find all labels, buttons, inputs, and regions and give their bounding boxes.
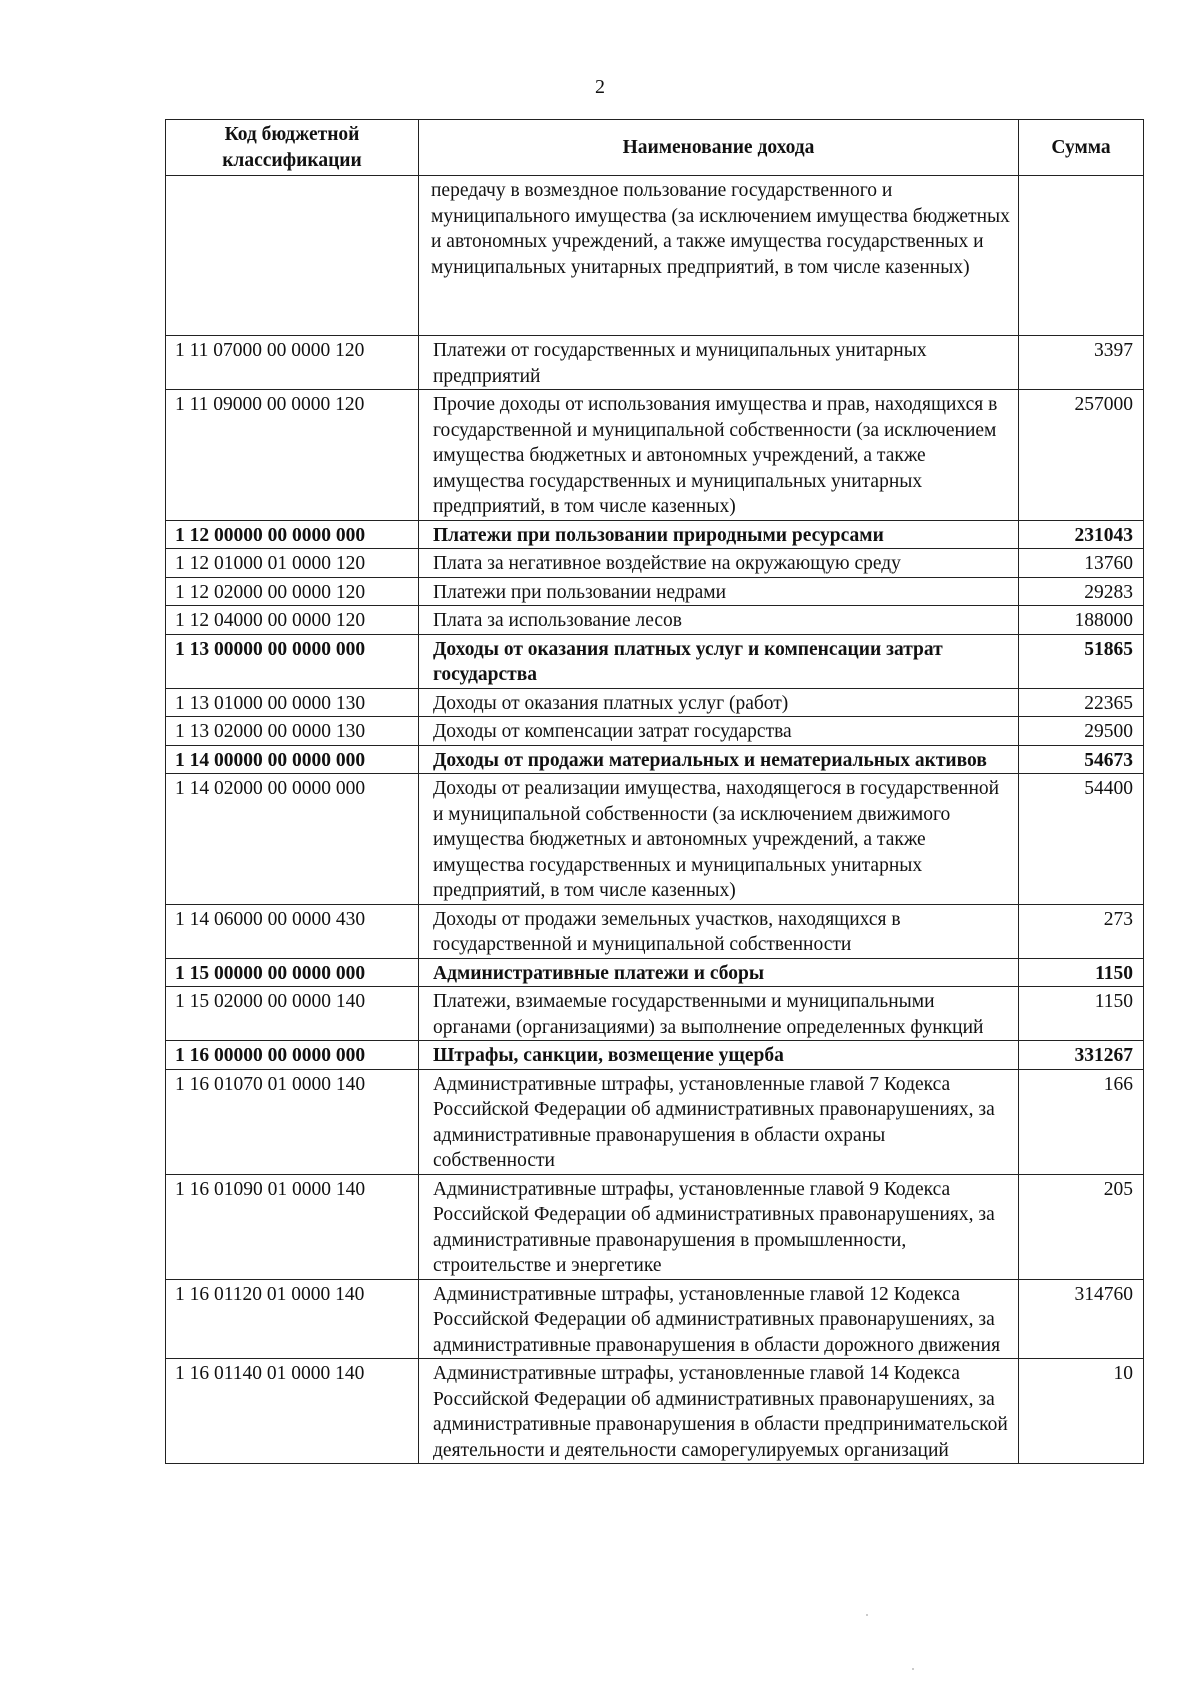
sum-cell: 314760: [1019, 1279, 1144, 1359]
code-cell: 1 13 01000 00 0000 130: [166, 688, 419, 717]
code-cell: 1 12 00000 00 0000 000: [166, 520, 419, 549]
table-row: [166, 774, 1144, 905]
sum-cell: 54400: [1019, 774, 1144, 905]
table-row: [166, 520, 1144, 549]
table-row: [166, 549, 1144, 578]
table-row: [166, 987, 1144, 1041]
code-cell: 1 16 01090 01 0000 140: [166, 1174, 419, 1279]
name-cell: Административные штрафы, установленные главой 7 Кодекса Российской Федерации об административных правонарушениях, за административные правонарушения в области охраны собственности: [419, 1069, 1019, 1174]
table-row: [166, 336, 1144, 390]
code-cell: 1 14 00000 00 0000 000: [166, 745, 419, 774]
code-cell: 1 12 04000 00 0000 120: [166, 606, 419, 635]
code-cell: [166, 176, 419, 336]
table-row: [166, 688, 1144, 717]
sum-cell: 1150: [1019, 958, 1144, 987]
table-row: [166, 958, 1144, 987]
code-cell: 1 16 01120 01 0000 140: [166, 1279, 419, 1359]
code-cell: 1 16 01140 01 0000 140: [166, 1359, 419, 1464]
code-cell: 1 12 01000 01 0000 120: [166, 549, 419, 578]
name-cell: Доходы от компенсации затрат государства: [419, 717, 1019, 746]
sum-cell: 10: [1019, 1359, 1144, 1464]
sum-cell: 273: [1019, 904, 1144, 958]
table-row: [166, 176, 1144, 336]
name-cell: Плата за негативное воздействие на окружающую среду: [419, 549, 1019, 578]
sum-cell: 331267: [1019, 1041, 1144, 1070]
name-cell: Платежи, взимаемые государственными и муниципальными органами (организациями) за выполнение определенных функций: [419, 987, 1019, 1041]
name-cell: Доходы от продажи материальных и нематериальных активов: [419, 745, 1019, 774]
name-cell: Доходы от продажи земельных участков, находящихся в государственной и муниципальной собственности: [419, 904, 1019, 958]
sum-cell: 13760: [1019, 549, 1144, 578]
code-cell: 1 16 01070 01 0000 140: [166, 1069, 419, 1174]
code-cell: 1 15 00000 00 0000 000: [166, 958, 419, 987]
table-row: [166, 1359, 1144, 1464]
header-sum: Сумма: [1019, 120, 1144, 176]
table-row: [166, 634, 1144, 688]
name-cell: Административные штрафы, установленные главой 14 Кодекса Российской Федерации об административных правонарушениях, за административные правонарушения в области предпринимательской деятельности и деятельности саморегулируемых организаций: [419, 1359, 1019, 1464]
header-name: Наименование дохода: [419, 120, 1019, 176]
sum-cell: 257000: [1019, 390, 1144, 521]
sum-cell: [1019, 176, 1144, 336]
table-row: [166, 606, 1144, 635]
sum-cell: 22365: [1019, 688, 1144, 717]
name-cell: Доходы от оказания платных услуг (работ): [419, 688, 1019, 717]
scan-speck: [912, 1668, 914, 1670]
name-cell: Административные штрафы, установленные главой 9 Кодекса Российской Федерации об административных правонарушениях, за административные правонарушения в промышленности, строительстве и энергетике: [419, 1174, 1019, 1279]
table-row: [166, 1279, 1144, 1359]
name-cell: Штрафы, санкции, возмещение ущерба: [419, 1041, 1019, 1070]
code-cell: 1 15 02000 00 0000 140: [166, 987, 419, 1041]
code-cell: 1 14 02000 00 0000 000: [166, 774, 419, 905]
table-row: [166, 1041, 1144, 1070]
table-row: [166, 904, 1144, 958]
code-cell: 1 11 09000 00 0000 120: [166, 390, 419, 521]
code-cell: 1 11 07000 00 0000 120: [166, 336, 419, 390]
name-cell: Платежи при пользовании природными ресурсами: [419, 520, 1019, 549]
code-cell: 1 14 06000 00 0000 430: [166, 904, 419, 958]
table-row: [166, 717, 1144, 746]
sum-cell: 188000: [1019, 606, 1144, 635]
name-cell: Доходы от оказания платных услуг и компенсации затрат государства: [419, 634, 1019, 688]
name-cell: передачу в возмездное пользование государственного и муниципального имущества (за исключением имущества бюджетных и автономных учреждений, а также имущества государственных и муниципальных унитарных предприятий, в том числе казенных): [419, 176, 1019, 336]
page-number: 2: [595, 76, 605, 98]
code-cell: 1 16 00000 00 0000 000: [166, 1041, 419, 1070]
table-row: [166, 1069, 1144, 1174]
table-row: [166, 390, 1144, 521]
name-cell: Административные штрафы, установленные главой 12 Кодекса Российской Федерации об административных правонарушениях, за административные правонарушения в области дорожного движения: [419, 1279, 1019, 1359]
sum-cell: 166: [1019, 1069, 1144, 1174]
code-cell: 1 13 02000 00 0000 130: [166, 717, 419, 746]
sum-cell: 205: [1019, 1174, 1144, 1279]
sum-cell: 29500: [1019, 717, 1144, 746]
name-cell: Плата за использование лесов: [419, 606, 1019, 635]
table-row: [166, 745, 1144, 774]
sum-cell: 231043: [1019, 520, 1144, 549]
income-table: [165, 119, 1144, 1464]
sum-cell: 51865: [1019, 634, 1144, 688]
table-row: [166, 1174, 1144, 1279]
sum-cell: 29283: [1019, 577, 1144, 606]
sum-cell: 3397: [1019, 336, 1144, 390]
header-row: [166, 120, 1144, 176]
table-row: [166, 577, 1144, 606]
sum-cell: 54673: [1019, 745, 1144, 774]
header-code: Код бюджетной классификации: [166, 120, 419, 176]
table-header: [166, 120, 1144, 176]
sum-cell: 1150: [1019, 987, 1144, 1041]
scan-speck: [866, 1614, 868, 1616]
table-body: [166, 176, 1144, 1464]
name-cell: Административные платежи и сборы: [419, 958, 1019, 987]
name-cell: Платежи от государственных и муниципальных унитарных предприятий: [419, 336, 1019, 390]
name-cell: Прочие доходы от использования имущества и прав, находящихся в государственной и муниципальной собственности (за исключением имущества бюджетных и автономных учреждений, а также имущества государственных и муниципальных унитарных предприятий, в том числе казенных): [419, 390, 1019, 521]
name-cell: Платежи при пользовании недрами: [419, 577, 1019, 606]
code-cell: 1 13 00000 00 0000 000: [166, 634, 419, 688]
name-cell: Доходы от реализации имущества, находящегося в государственной и муниципальной собственности (за исключением движимого имущества бюджетных и автономных учреждений, а также имущества государственных и муниципальных унитарных предприятий, в том числе казенных): [419, 774, 1019, 905]
code-cell: 1 12 02000 00 0000 120: [166, 577, 419, 606]
